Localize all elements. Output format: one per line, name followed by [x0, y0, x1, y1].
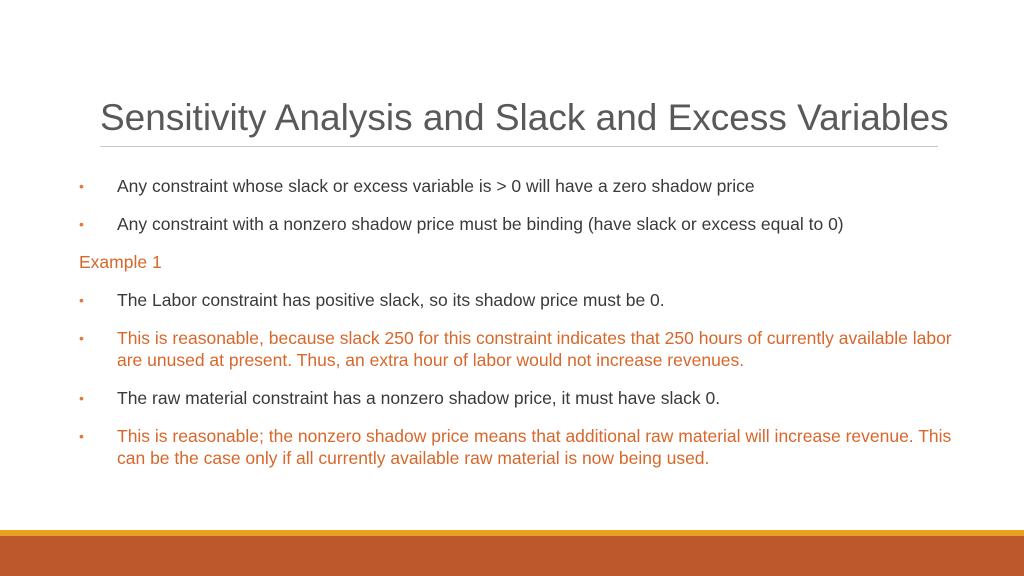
- list-item: [79, 175, 969, 197]
- slide-content-list: [79, 175, 969, 485]
- bullet-icon: •: [79, 216, 84, 232]
- list-item: [79, 327, 969, 371]
- example-heading-text: Example 1: [79, 252, 162, 272]
- list-item: [79, 213, 969, 235]
- list-item: [79, 387, 969, 409]
- bullet-icon: •: [79, 178, 84, 194]
- list-item: [79, 425, 969, 469]
- bullet-text: Any constraint with a nonzero shadow price must be binding (have slack or excess equal to 0): [117, 214, 844, 234]
- bullet-text: This is reasonable; the nonzero shadow price means that additional raw material will increase revenue. This can be the case only if all currently available raw material is now being used.: [117, 426, 952, 468]
- bullet-icon: •: [79, 390, 84, 406]
- footer-band: [0, 530, 1024, 576]
- bullet-icon: •: [79, 330, 84, 346]
- bullet-text: Any constraint whose slack or excess variable is > 0 will have a zero shadow price: [117, 176, 755, 196]
- bullet-icon: •: [79, 292, 84, 308]
- bullet-icon: •: [79, 428, 84, 444]
- example-heading: [79, 251, 969, 273]
- title-divider: [100, 146, 938, 147]
- slide-title: Sensitivity Analysis and Slack and Excess Variables: [100, 97, 949, 138]
- bullet-text: The Labor constraint has positive slack, so its shadow price must be 0.: [117, 290, 665, 310]
- list-item: [79, 289, 969, 311]
- bullet-text: This is reasonable, because slack 250 for this constraint indicates that 250 hours of currently available labor are unused at present. Thus, an extra hour of labor would not increase revenues.: [117, 328, 952, 370]
- bullet-text: The raw material constraint has a nonzero shadow price, it must have slack 0.: [117, 388, 721, 408]
- footer-accent-line: [0, 530, 1024, 536]
